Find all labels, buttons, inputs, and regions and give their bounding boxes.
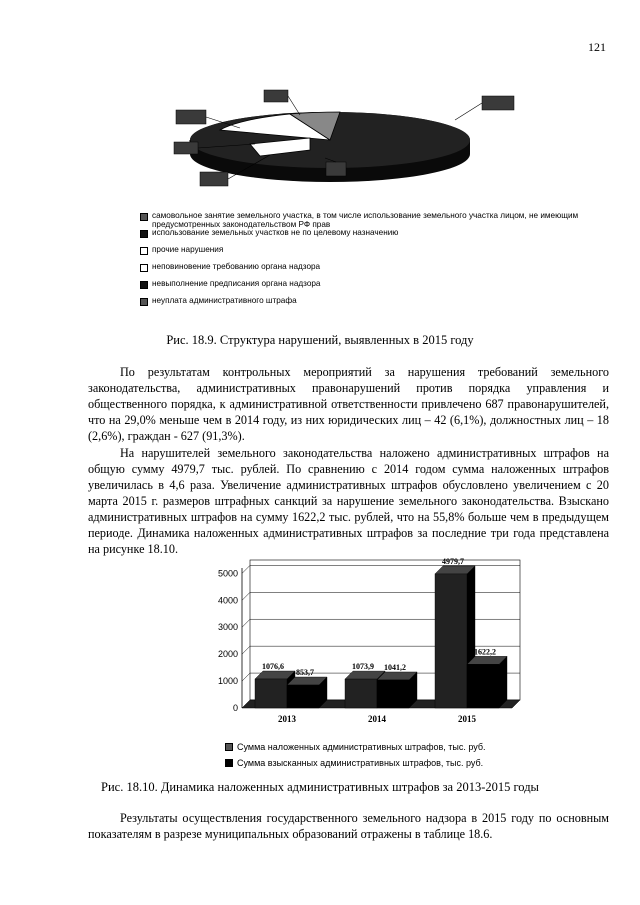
- paragraph-text: Результаты осуществления государственного земельного надзора в 2015 году по основным показателям в разрезе муниципальных образований отражены в таблице 18.6.: [88, 811, 609, 841]
- legend-label: Сумма взысканных административных штрафов, тыс. руб.: [237, 758, 484, 768]
- bar: [467, 664, 499, 708]
- y-tick-label: 4000: [217, 595, 238, 606]
- paragraph-2: [88, 445, 609, 557]
- gridline-depth: [242, 592, 250, 600]
- paragraph-text: По результатам контрольных мероприятий за нарушения требований земельного законодательства, административных правонарушений против порядка управления и общественного порядка, к административной ответственности привлечено 687 правонарушителей, что на 29,0% меньше чем в 2014 году, из них юридических лиц – 42 (6,1%), должностных лиц – 18 (2,6%), граждан - 627 (91,3%).: [88, 365, 609, 443]
- data-label: 4979,7: [442, 556, 464, 566]
- bar-legend-item: [225, 742, 486, 752]
- legend-label: неуплата административного штрафа: [152, 296, 297, 306]
- x-tick-label: 2014: [368, 714, 386, 724]
- page-number: 121: [588, 40, 606, 54]
- legend-label: использование земельных участков не по целевому назначению: [152, 228, 399, 238]
- figure-18-10-caption: Рис. 18.10. Динамика наложенных административных штрафов за 2013-2015 годы: [101, 780, 539, 794]
- legend-swatch: [140, 298, 148, 306]
- paragraph-3: [88, 810, 609, 842]
- legend-swatch: [225, 759, 233, 767]
- bar-legend-item: [225, 758, 486, 768]
- pie-legend-item: [140, 229, 590, 238]
- bar: [287, 685, 319, 708]
- bar-chart-legend: [225, 742, 486, 774]
- y-tick-label: 5000: [217, 568, 238, 579]
- legend-label: Сумма наложенных административных штрафов, тыс. руб.: [237, 742, 486, 752]
- pie-legend-item: [140, 263, 590, 272]
- bar-side: [499, 656, 507, 708]
- y-tick-label: 2000: [217, 649, 238, 660]
- figure-18-9-caption: Рис. 18.9. Структура нарушений, выявленных в 2015 году: [166, 333, 474, 347]
- gridline-depth: [242, 673, 250, 681]
- x-tick-label: 2013: [278, 714, 296, 724]
- bar: [255, 679, 287, 708]
- bar: [345, 679, 377, 708]
- gridline-depth: [242, 619, 250, 627]
- gridline-depth: [242, 646, 250, 654]
- legend-label: прочие нарушения: [152, 245, 224, 255]
- y-tick-label: 3000: [217, 622, 238, 633]
- x-tick-label: 2015: [458, 714, 476, 724]
- data-label: 1073,9: [352, 662, 374, 672]
- paragraph-text: На нарушителей земельного законодательства наложено административных штрафов на общую сумму 4979,7 тыс. рублей. По сравнению с 2014 годом сумма наложенных штрафов увеличилась в 4,6 раза. Увеличение административных штрафов обусловлено увеличением с 20 марта 2015 г. размеров штрафных санкций за нарушение земельного законодательства. Взыскано административных штрафов на сумму 1622,2 тыс. рублей, что на 55,8% больше чем в предыдущем периоде. Динамика наложенных административных штрафов за последние три года представлена на рисунке 18.10.: [88, 446, 609, 556]
- violations-pie-chart: [160, 80, 540, 210]
- pie-legend: [140, 212, 590, 314]
- fines-bar-chart: [210, 548, 530, 733]
- legend-label: самовольное занятие земельного участка, в том числе использование земельного участка лицом, не имеющим предусмотренных законодательством РФ прав: [152, 211, 579, 229]
- data-label: 1622,2: [474, 647, 496, 657]
- bar: [377, 680, 409, 708]
- pie-legend-item: [140, 246, 590, 255]
- data-label: 1041,2: [384, 662, 406, 672]
- pie-legend-item: [140, 297, 590, 306]
- legend-swatch: [140, 281, 148, 289]
- bar: [435, 574, 467, 708]
- legend-label: невыполнение предписания органа надзора: [152, 279, 321, 289]
- legend-swatch: [140, 230, 148, 238]
- y-tick-label: 0: [232, 703, 238, 713]
- data-label: 853,7: [296, 668, 314, 678]
- y-tick-label: 1000: [217, 676, 238, 687]
- paragraph-1: [88, 364, 609, 444]
- legend-swatch: [140, 264, 148, 272]
- data-label: 1076,6: [262, 662, 284, 672]
- legend-swatch: [140, 213, 148, 221]
- legend-swatch: [140, 247, 148, 255]
- gridline-depth: [242, 565, 250, 573]
- legend-swatch: [225, 743, 233, 751]
- pie-legend-item: [140, 280, 590, 289]
- legend-label: неповиновение требованию органа надзора: [152, 262, 321, 272]
- pie-legend-item: [140, 212, 590, 229]
